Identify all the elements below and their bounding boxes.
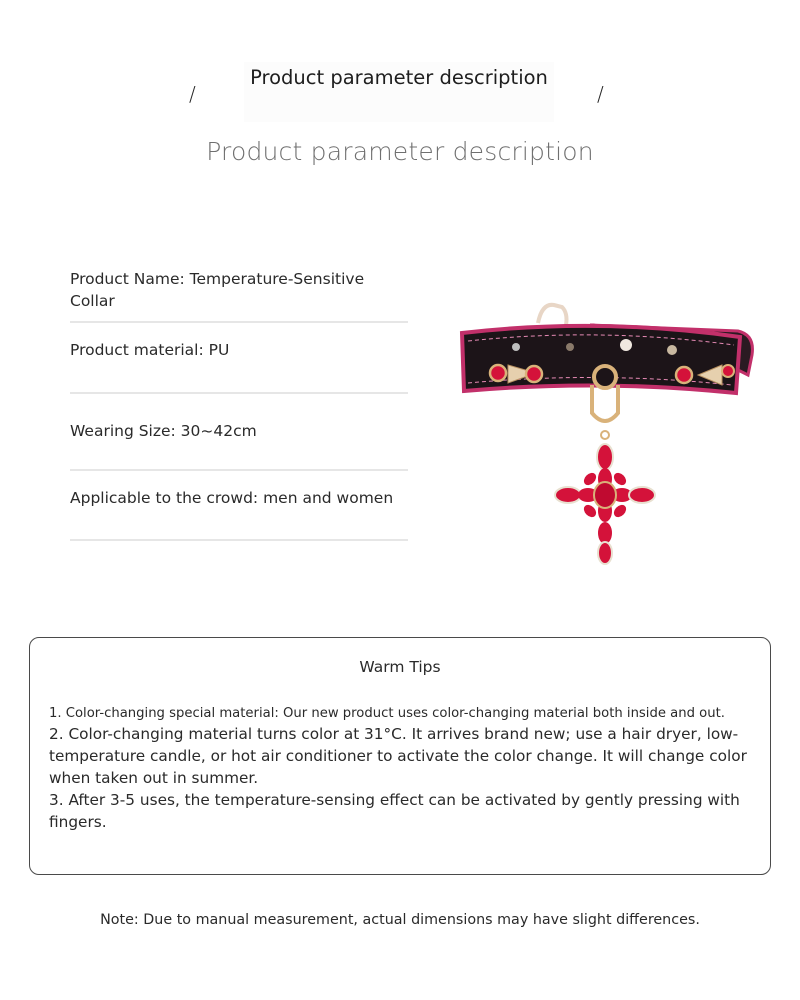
warm-tips-title: Warm Tips [359,658,441,676]
product-image [450,295,760,565]
cross-pendant [555,444,655,564]
param-wearing-size: Wearing Size: 30~42cm [70,394,408,471]
decor-slash-left: / [189,82,196,106]
section-subtitle: Product parameter description [206,137,594,166]
tip-item: 2. Color-changing material turns color at 31°C. It arrives brand new; use a hair dryer, low-temperature candle, or hot air conditioner to activate the color change. It will change color when taken out in summer. [49,725,747,787]
warm-tips-box [29,637,771,875]
tip-item: 1. Color-changing special material: Our new product uses color-changing material both inside and out. [49,706,725,721]
warm-tips-body [49,704,749,833]
param-product-material: Product material: PU [70,323,408,394]
decor-slash-right: / [597,82,604,106]
section-title: Product parameter description [250,66,548,89]
param-applicable-crowd: Applicable to the crowd: men and women [70,471,408,541]
collar-illustration [450,295,760,565]
param-product-name: Product Name: Temperature-Sensitive Collar [70,268,408,323]
title-box [244,62,554,122]
measurement-note: Note: Due to manual measurement, actual dimensions may have slight differences. [100,912,700,928]
parameter-list [70,268,408,541]
tip-item: 3. After 3-5 uses, the temperature-sensing effect can be activated by gently pressing with fingers. [49,791,740,831]
section-header [0,62,800,122]
